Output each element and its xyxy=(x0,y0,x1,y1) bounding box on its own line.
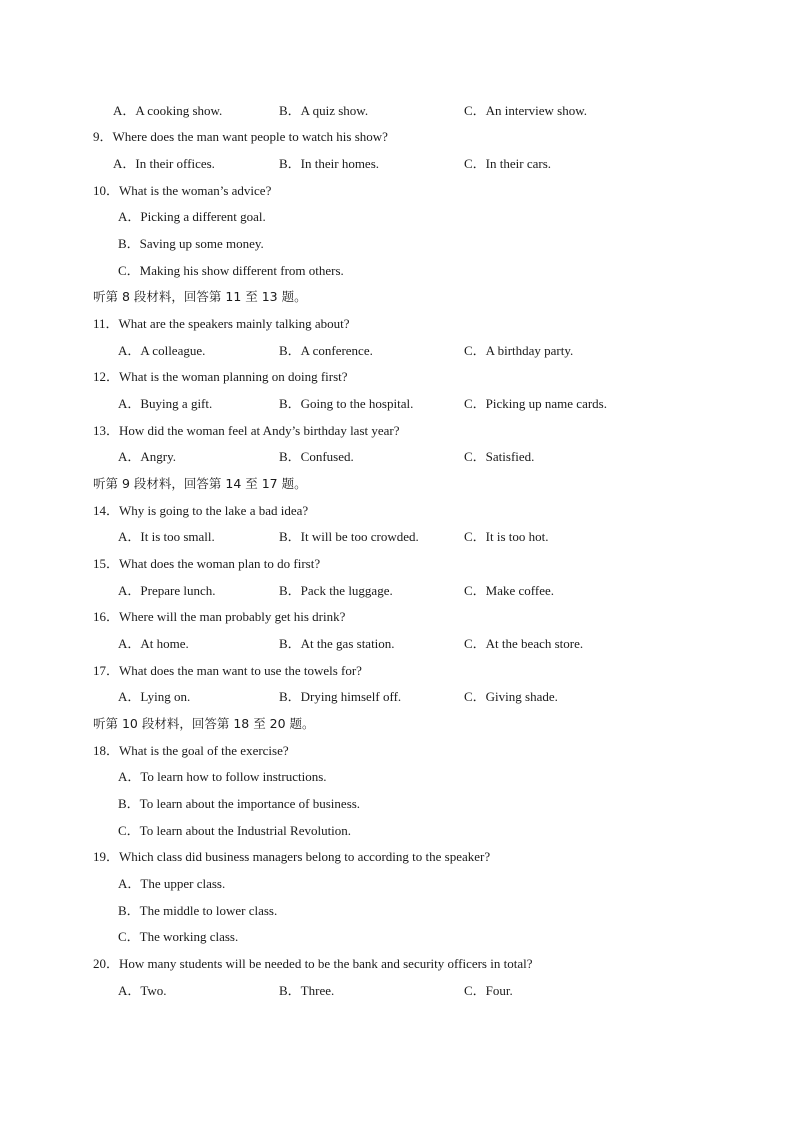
q9-option-b: B．In their homes. xyxy=(279,156,380,171)
q17-option-a: A．Lying on. xyxy=(118,689,191,704)
q14-option-c: C．It is too hot. xyxy=(464,529,549,544)
q11-option-b: B．A conference. xyxy=(279,343,373,358)
q15-option-b: B．Pack the luggage. xyxy=(279,583,393,598)
q19-option-a: A．The upper class. xyxy=(118,876,226,891)
q12-option-b: B．Going to the hospital. xyxy=(279,396,414,411)
q9-option-c: C．In their cars. xyxy=(464,156,552,171)
q12-option-c: C．Picking up name cards. xyxy=(464,396,607,411)
q19-option-b: B．The middle to lower class. xyxy=(118,903,278,918)
section-9-heading: 听第 9 段材料，回答第 14 至 17 题。 xyxy=(93,476,307,491)
q16-option-c: C．At the beach store. xyxy=(464,636,584,651)
q11-option-c: C．A birthday party. xyxy=(464,343,574,358)
q13-option-c: C．Satisfied. xyxy=(464,449,535,464)
q12-question: 12．What is the woman planning on doing first? xyxy=(93,369,348,384)
q18-option-a: A．To learn how to follow instructions. xyxy=(118,769,327,784)
q8-option-c: C．An interview show. xyxy=(464,103,588,118)
q13-question: 13．How did the woman feel at Andy’s birthday last year? xyxy=(93,423,400,438)
q15-option-c: C．Make coffee. xyxy=(464,583,555,598)
q20-option-a: A．Two. xyxy=(118,983,167,998)
q10-option-a: A．Picking a different goal. xyxy=(118,209,266,224)
q9-question: 9．Where does the man want people to watch his show? xyxy=(93,129,388,144)
q17-option-c: C．Giving shade. xyxy=(464,689,558,704)
q14-question: 14．Why is going to the lake a bad idea? xyxy=(93,503,309,518)
section-8-heading: 听第 8 段材料，回答第 11 至 13 题。 xyxy=(93,289,307,304)
q18-option-b: B．To learn about the importance of business. xyxy=(118,796,361,811)
section-10-heading: 听第 10 段材料，回答第 18 至 20 题。 xyxy=(93,716,315,731)
q14-option-b: B．It will be too crowded. xyxy=(279,529,419,544)
q19-question: 19．Which class did business managers belong to according to the speaker? xyxy=(93,849,491,864)
q10-option-b: B．Saving up some money. xyxy=(118,236,264,251)
q8-option-a: A．A cooking show. xyxy=(113,103,223,118)
q19-option-c: C．The working class. xyxy=(118,929,239,944)
q18-question: 18．What is the goal of the exercise? xyxy=(93,743,289,758)
q9-option-a: A．In their offices. xyxy=(113,156,215,171)
q10-question: 10．What is the woman’s advice? xyxy=(93,183,272,198)
q10-option-c: C．Making his show different from others. xyxy=(118,263,344,278)
q20-question: 20．How many students will be needed to be the bank and security officers in total? xyxy=(93,956,533,971)
q20-option-c: C．Four. xyxy=(464,983,513,998)
q18-option-c: C．To learn about the Industrial Revolution. xyxy=(118,823,352,838)
q13-option-a: A．Angry. xyxy=(118,449,177,464)
q17-option-b: B．Drying himself off. xyxy=(279,689,402,704)
q16-option-b: B．At the gas station. xyxy=(279,636,395,651)
q15-question: 15．What does the woman plan to do first? xyxy=(93,556,321,571)
q20-option-b: B．Three. xyxy=(279,983,335,998)
q16-question: 16．Where will the man probably get his drink? xyxy=(93,609,346,624)
q11-question: 11．What are the speakers mainly talking about? xyxy=(93,316,350,331)
q8-option-b: B．A quiz show. xyxy=(279,103,369,118)
q13-option-b: B．Confused. xyxy=(279,449,354,464)
q17-question: 17．What does the man want to use the towels for? xyxy=(93,663,362,678)
q12-option-a: A．Buying a gift. xyxy=(118,396,213,411)
q11-option-a: A．A colleague. xyxy=(118,343,206,358)
q15-option-a: A．Prepare lunch. xyxy=(118,583,216,598)
q14-option-a: A．It is too small. xyxy=(118,529,215,544)
q16-option-a: A．At home. xyxy=(118,636,189,651)
